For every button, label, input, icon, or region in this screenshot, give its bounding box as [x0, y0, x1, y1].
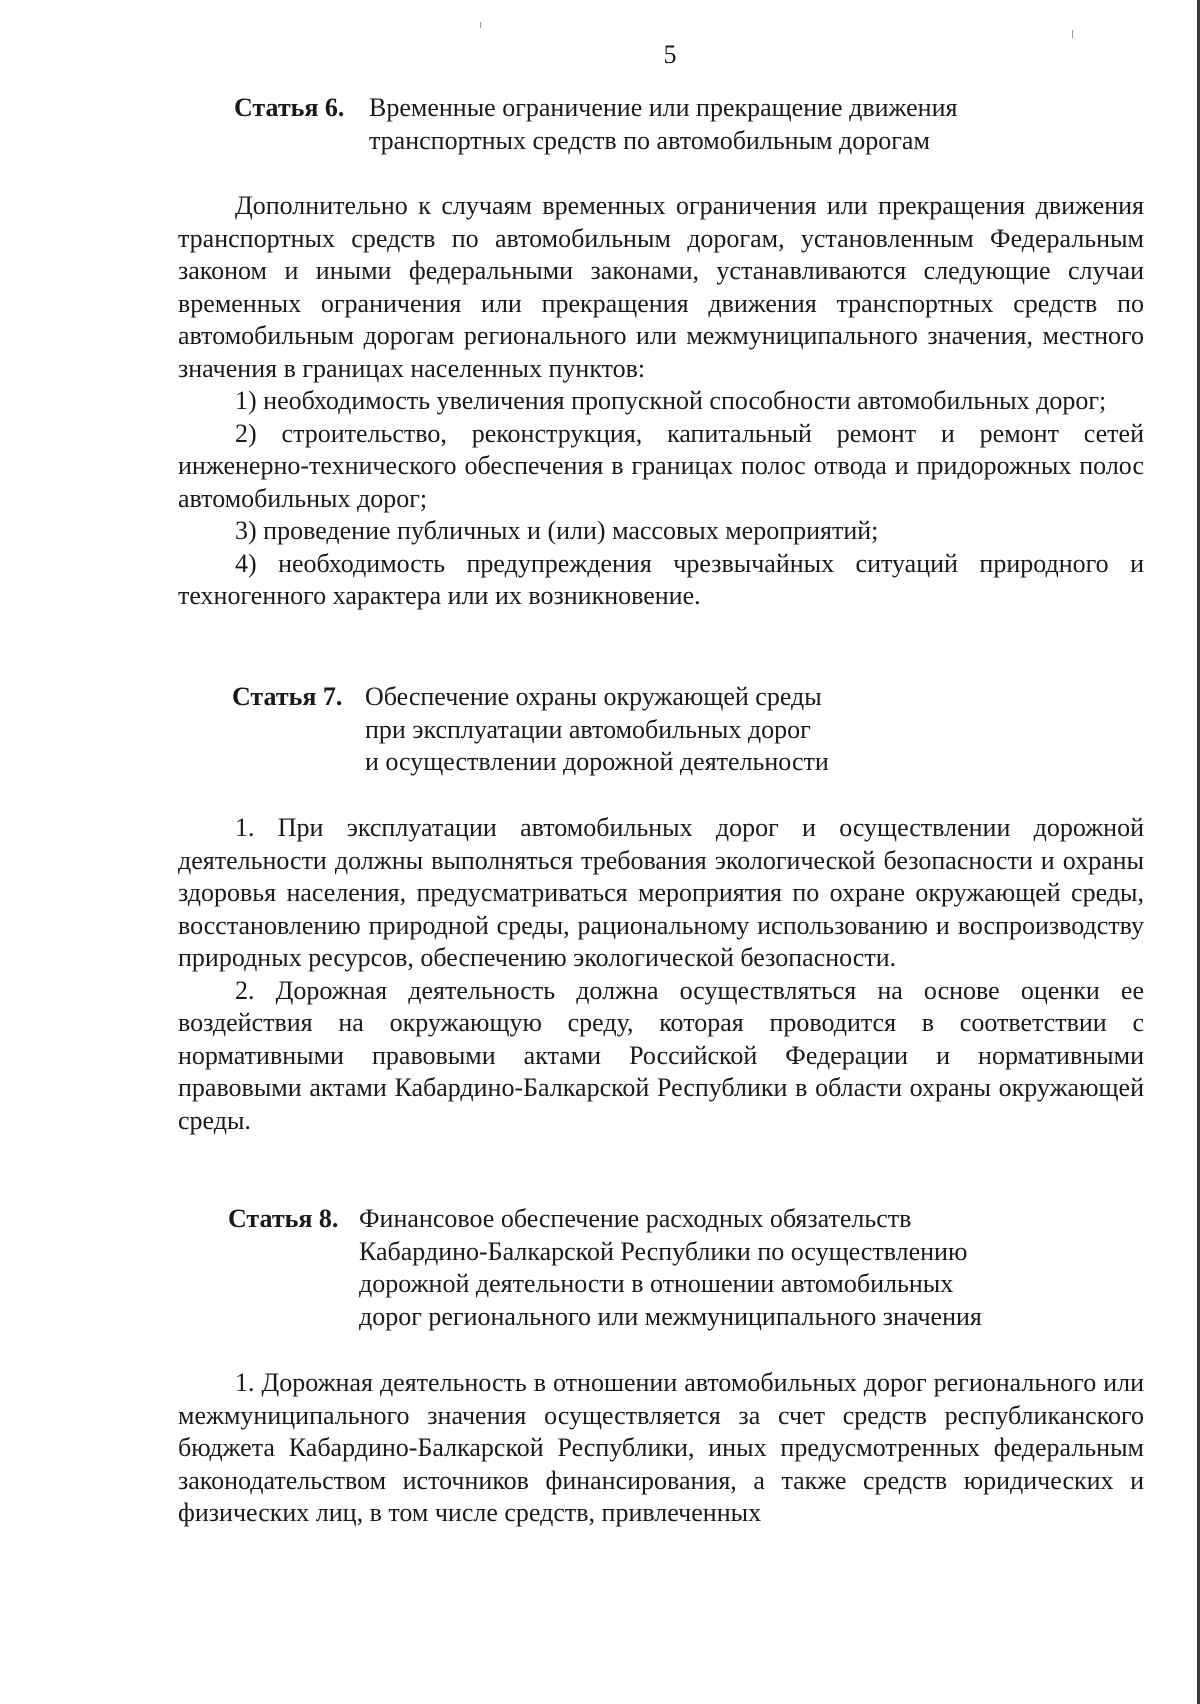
article-7-title [365, 681, 829, 779]
article-7-title-line: Обеспечение охраны окружающей среды [365, 682, 822, 711]
article-7-paragraph: 1. При эксплуатации автомобильных дорог и осуществлении дорожной деятельности должны выполняться требования экологической безопасности и охраны здоровья населения, предусматриваться мероприятия по охране окружающей среды, восстановлению природной среды, рациональному использованию и воспроизводству природных ресурсов, обеспечению экологической безопасности. [178, 813, 1144, 972]
scan-speck [480, 22, 481, 28]
article-6-title [369, 92, 957, 157]
page-number: 5 [663, 40, 677, 69]
article-6-paragraph: Дополнительно к случаям временных ограничения или прекращения движения транспортных средств по автомобильным дорогам, установленным Федеральным законом и иными федеральными законами, устанавливаются следующие случаи временных ограничения или прекращения движения транспортных средств по автомобильным дорогам регионального или межмуниципального значения, местного значения в границах населенных пунктов: [178, 191, 1144, 383]
article-6-label: Статья 6. [234, 93, 345, 122]
article-6-list-item: 2) строительство, реконструкция, капитальный ремонт и ремонт сетей инженерно-технического обеспечения в границах полос отвода и придорожных полос автомобильных дорог; [178, 418, 1144, 513]
article-8-body [178, 1367, 1144, 1530]
article-6-list-item: 3) проведение публичных и (или) массовых мероприятий; [235, 516, 879, 545]
article-7-title-line: при эксплуатации автомобильных дорог [365, 714, 811, 744]
article-6-title-line: транспортных средств по автомобильным дорогам [369, 125, 930, 155]
article-8-paragraph: 1. Дорожная деятельность в отношении автомобильных дорог регионального или межмуниципального значения осуществляется за счет средств республиканского бюджета Кабардино-Балкарской Республики, иных предусмотренных федеральным законодательством источников финансирования, а также средств юридических и физических лиц, в том числе средств, привлеченных [178, 1368, 1144, 1527]
article-7-title-line: и осуществлении дорожной деятельности [365, 747, 829, 776]
article-7-body [178, 812, 1144, 1137]
article-7-heading [232, 681, 829, 779]
article-6-list-item: 1) необходимость увеличения пропускной способности автомобильных дорог; [235, 386, 1107, 415]
article-8-label: Статья 8. [228, 1204, 339, 1233]
article-6-title-line: Временные ограничение или прекращение движения [369, 93, 958, 122]
article-8-title [359, 1203, 982, 1333]
article-6-heading [234, 92, 957, 157]
article-7-paragraph: 2. Дорожная деятельность должна осуществляться на основе оценки ее воздействия на окружающую среду, которая проводится в соответствии с нормативными правовыми актами Российской Федерации и нормативными правовыми актами Кабардино-Балкарской Республики в области охраны окружающей среды. [178, 975, 1144, 1135]
article-8-heading [228, 1203, 982, 1333]
article-8-title-line: Финансовое обеспечение расходных обязательств [359, 1204, 912, 1233]
article-8-title-line: дорожной деятельности в отношении автомобильных [359, 1269, 954, 1298]
article-7-label: Статья 7. [232, 682, 343, 711]
article-6-body [178, 190, 1144, 613]
article-6-list-item: 4) необходимость предупреждения чрезвычайных ситуаций природного и техногенного характера или их возникновение. [178, 548, 1144, 610]
scan-speck [1072, 30, 1073, 38]
article-8-title-line: Кабардино-Балкарской Республики по осуществлению [359, 1236, 968, 1266]
article-8-title-line: дорог регионального или межмуниципального значения [359, 1301, 982, 1331]
